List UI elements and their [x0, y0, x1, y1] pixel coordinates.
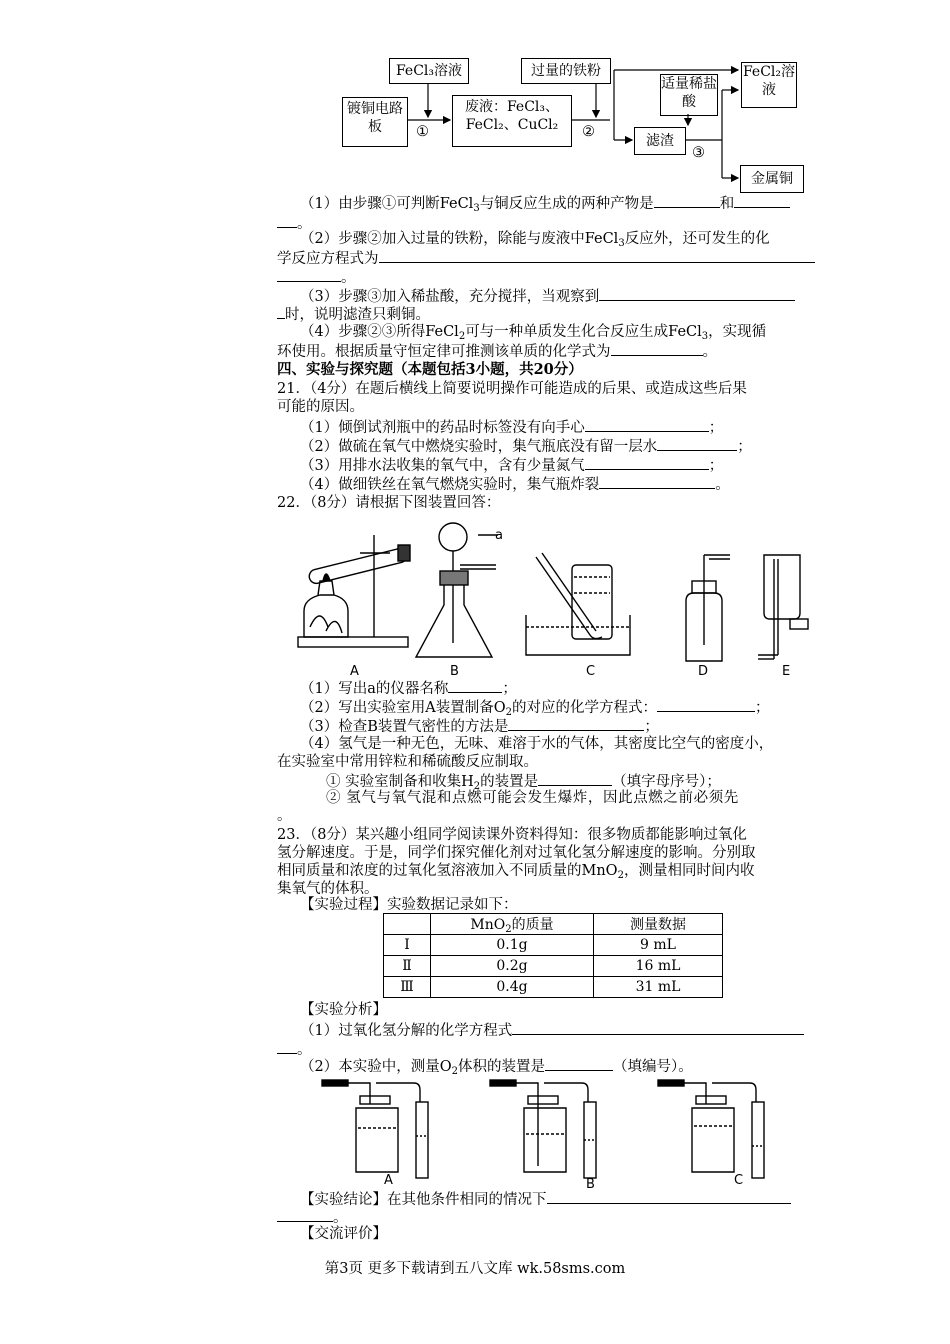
app-label-a: A: [350, 664, 359, 679]
q21-head: 21．（4分）在题后横线上简要说明操作可能造成的后果、或造成这些后果: [277, 381, 747, 397]
header-measure: 测量数据: [594, 914, 723, 935]
app-label-e: E: [782, 664, 791, 679]
app2-label-a: A: [384, 1173, 393, 1188]
excess-iron-box: 过量的铁粉: [521, 58, 611, 84]
q20-item4: （4）步骤②③所得FeCl$_2$可与一种单质发生化合反应生成FeCl$_3$，实现循: [300, 324, 767, 342]
q20-item4-line2: 环使用。根据质量守恒定律可推测该单质的化学式为 。: [277, 341, 717, 361]
q23-head2: 氢分解速度。于是，同学们探究催化剂对过氧化氢分解速度的影响。分别取: [277, 845, 756, 861]
q20-item2-end: 。: [277, 267, 356, 287]
header-mass: MnO$_2$的质量: [431, 914, 594, 935]
app-c-trough: [526, 615, 630, 655]
q23-head3: 相同质量和浓度的过氧化氢溶液加入不同质量的MnO$_2$，测量相同时间内收: [277, 863, 755, 881]
q22-sub2-end: 。: [277, 808, 292, 824]
q23-analysis1: （1）过氧化氢分解的化学方程式: [300, 1020, 804, 1040]
q23-conclusion-end: 。: [277, 1207, 348, 1227]
app-label-d: D: [698, 664, 709, 679]
page-footer: 第3页 更多下载请到五八文库 wk.58sms.com: [324, 1261, 626, 1277]
app2-label-b: B: [586, 1177, 595, 1192]
q23-analysis: 【实验分析】: [300, 1002, 387, 1018]
q23-head1: 23．（8分）某兴趣小组同学阅读课外资料得知：很多物质都能影响过氧化: [277, 827, 747, 843]
app-c-cylinder: [572, 565, 612, 639]
q22-sub2: ② 氢气与氧气混和点燃可能会发生爆炸，因此点燃之前必须先: [326, 790, 739, 806]
step2-label: ②: [582, 124, 595, 140]
q21-head2: 可能的原因。: [277, 399, 364, 415]
q20-item3-line2: 时，说明滤渣只剩铜。: [277, 304, 430, 324]
q22-item4: （4）氢气是一种无色，无味、难溶于水的气体，其密度比空气的密度小，: [300, 736, 774, 752]
bottle-a: [356, 1108, 398, 1172]
q23-evaluation: 【交流评价】: [300, 1226, 387, 1242]
copper-box: 金属铜: [740, 165, 804, 193]
app-b-flask: [416, 583, 492, 657]
q21-item1: （1）倾倒试剂瓶中的药品时标签没有向手心 ；: [300, 417, 723, 437]
bottle-c: [692, 1108, 734, 1172]
q21-item2: （2）做硫在氧气中燃烧实验时，集气瓶底没有留一层水 ；: [300, 436, 752, 456]
q23-apparatus: [320, 1076, 800, 1192]
q22-sub1: ① 实验室制备和收集$H_2$的装置是 （填字母序号）；: [326, 771, 721, 791]
hcl-box: 适量稀盐酸: [660, 74, 718, 116]
waste-liquid-box: 废液：FeCl₃、FeCl₂、CuCl₂: [452, 95, 572, 147]
app-label-b: B: [450, 664, 459, 679]
flow-arrows: [0, 0, 950, 200]
app2-label-c: C: [734, 1173, 744, 1188]
q22-item4-line2: 在实验室中常用锌粒和稀硫酸反应制取。: [277, 754, 538, 770]
app-e-bottle: [764, 555, 800, 619]
q21-item4: （4）做细铁丝在氧气燃烧实验时，集气瓶炸裂 。: [300, 474, 730, 494]
step3-label: ③: [692, 145, 705, 161]
q23-conclusion: 【实验结论】在其他条件相同的情况下: [300, 1189, 791, 1209]
residue-box: 滤渣: [634, 127, 686, 155]
table-header-row: [384, 914, 723, 935]
app-label-c: C: [586, 664, 596, 679]
table-row: Ⅰ 0.1g 9 mL: [384, 935, 723, 956]
q20-item2: （2）步骤②加入过量的铁粉，除能与废液中FeCl$_3$反应外，还可发生的化: [300, 231, 770, 249]
bottle-b: [524, 1108, 566, 1172]
q21-item3: （3）用排水法收集的氧气中，含有少量氮气 ；: [300, 455, 723, 475]
q23-head4: 集氧气的体积。: [277, 881, 379, 897]
q20-item2-line2: 学反应方程式为: [277, 248, 815, 268]
q20-item3: （3）步骤③加入稀盐酸，充分搅拌，当观察到: [300, 286, 795, 306]
app-a-base: [298, 637, 408, 647]
q23-analysis2: （2）本实验中，测量$O_2$体积的装置是 （填编号）。: [300, 1056, 693, 1076]
q20-item1: （1）由步骤①可判断FeCl$_3$与铜反应生成的两种产物是 和: [300, 193, 790, 213]
data-table: [383, 913, 723, 998]
table-row: Ⅱ 0.2g 16 mL: [384, 956, 723, 977]
label-a-pointer: a: [495, 528, 503, 543]
section4-title: 四、实验与探究题（本题包括3小题，共20分）: [277, 361, 583, 378]
q22-apparatus: [290, 515, 850, 680]
q23-process: 【实验过程】实验数据记录如下：: [300, 897, 518, 913]
q23-analysis1-end: 。: [277, 1039, 312, 1059]
fecl3-solution-box: FeCl₃溶液: [389, 58, 469, 84]
step1-label: ①: [416, 124, 429, 140]
q20-item1-end: 。: [277, 213, 312, 233]
q22-item1: （1）写出a的仪器名称 ；: [300, 678, 517, 698]
q22-item2: （2）写出实验室用A装置制备$O_2$的对应的化学方程式： ；: [300, 697, 769, 717]
q22-item3: （3）检查B装置气密性的方法是 ；: [300, 716, 659, 736]
fecl2-solution-box: FeCl₂溶液: [741, 62, 797, 108]
app-b-funnel: [439, 523, 467, 551]
table-row: Ⅲ 0.4g 31 mL: [384, 977, 723, 998]
circuit-board-box: 镀铜电路板: [342, 97, 408, 147]
q22-head: 22．（8分）请根据下图装置回答：: [277, 495, 501, 511]
